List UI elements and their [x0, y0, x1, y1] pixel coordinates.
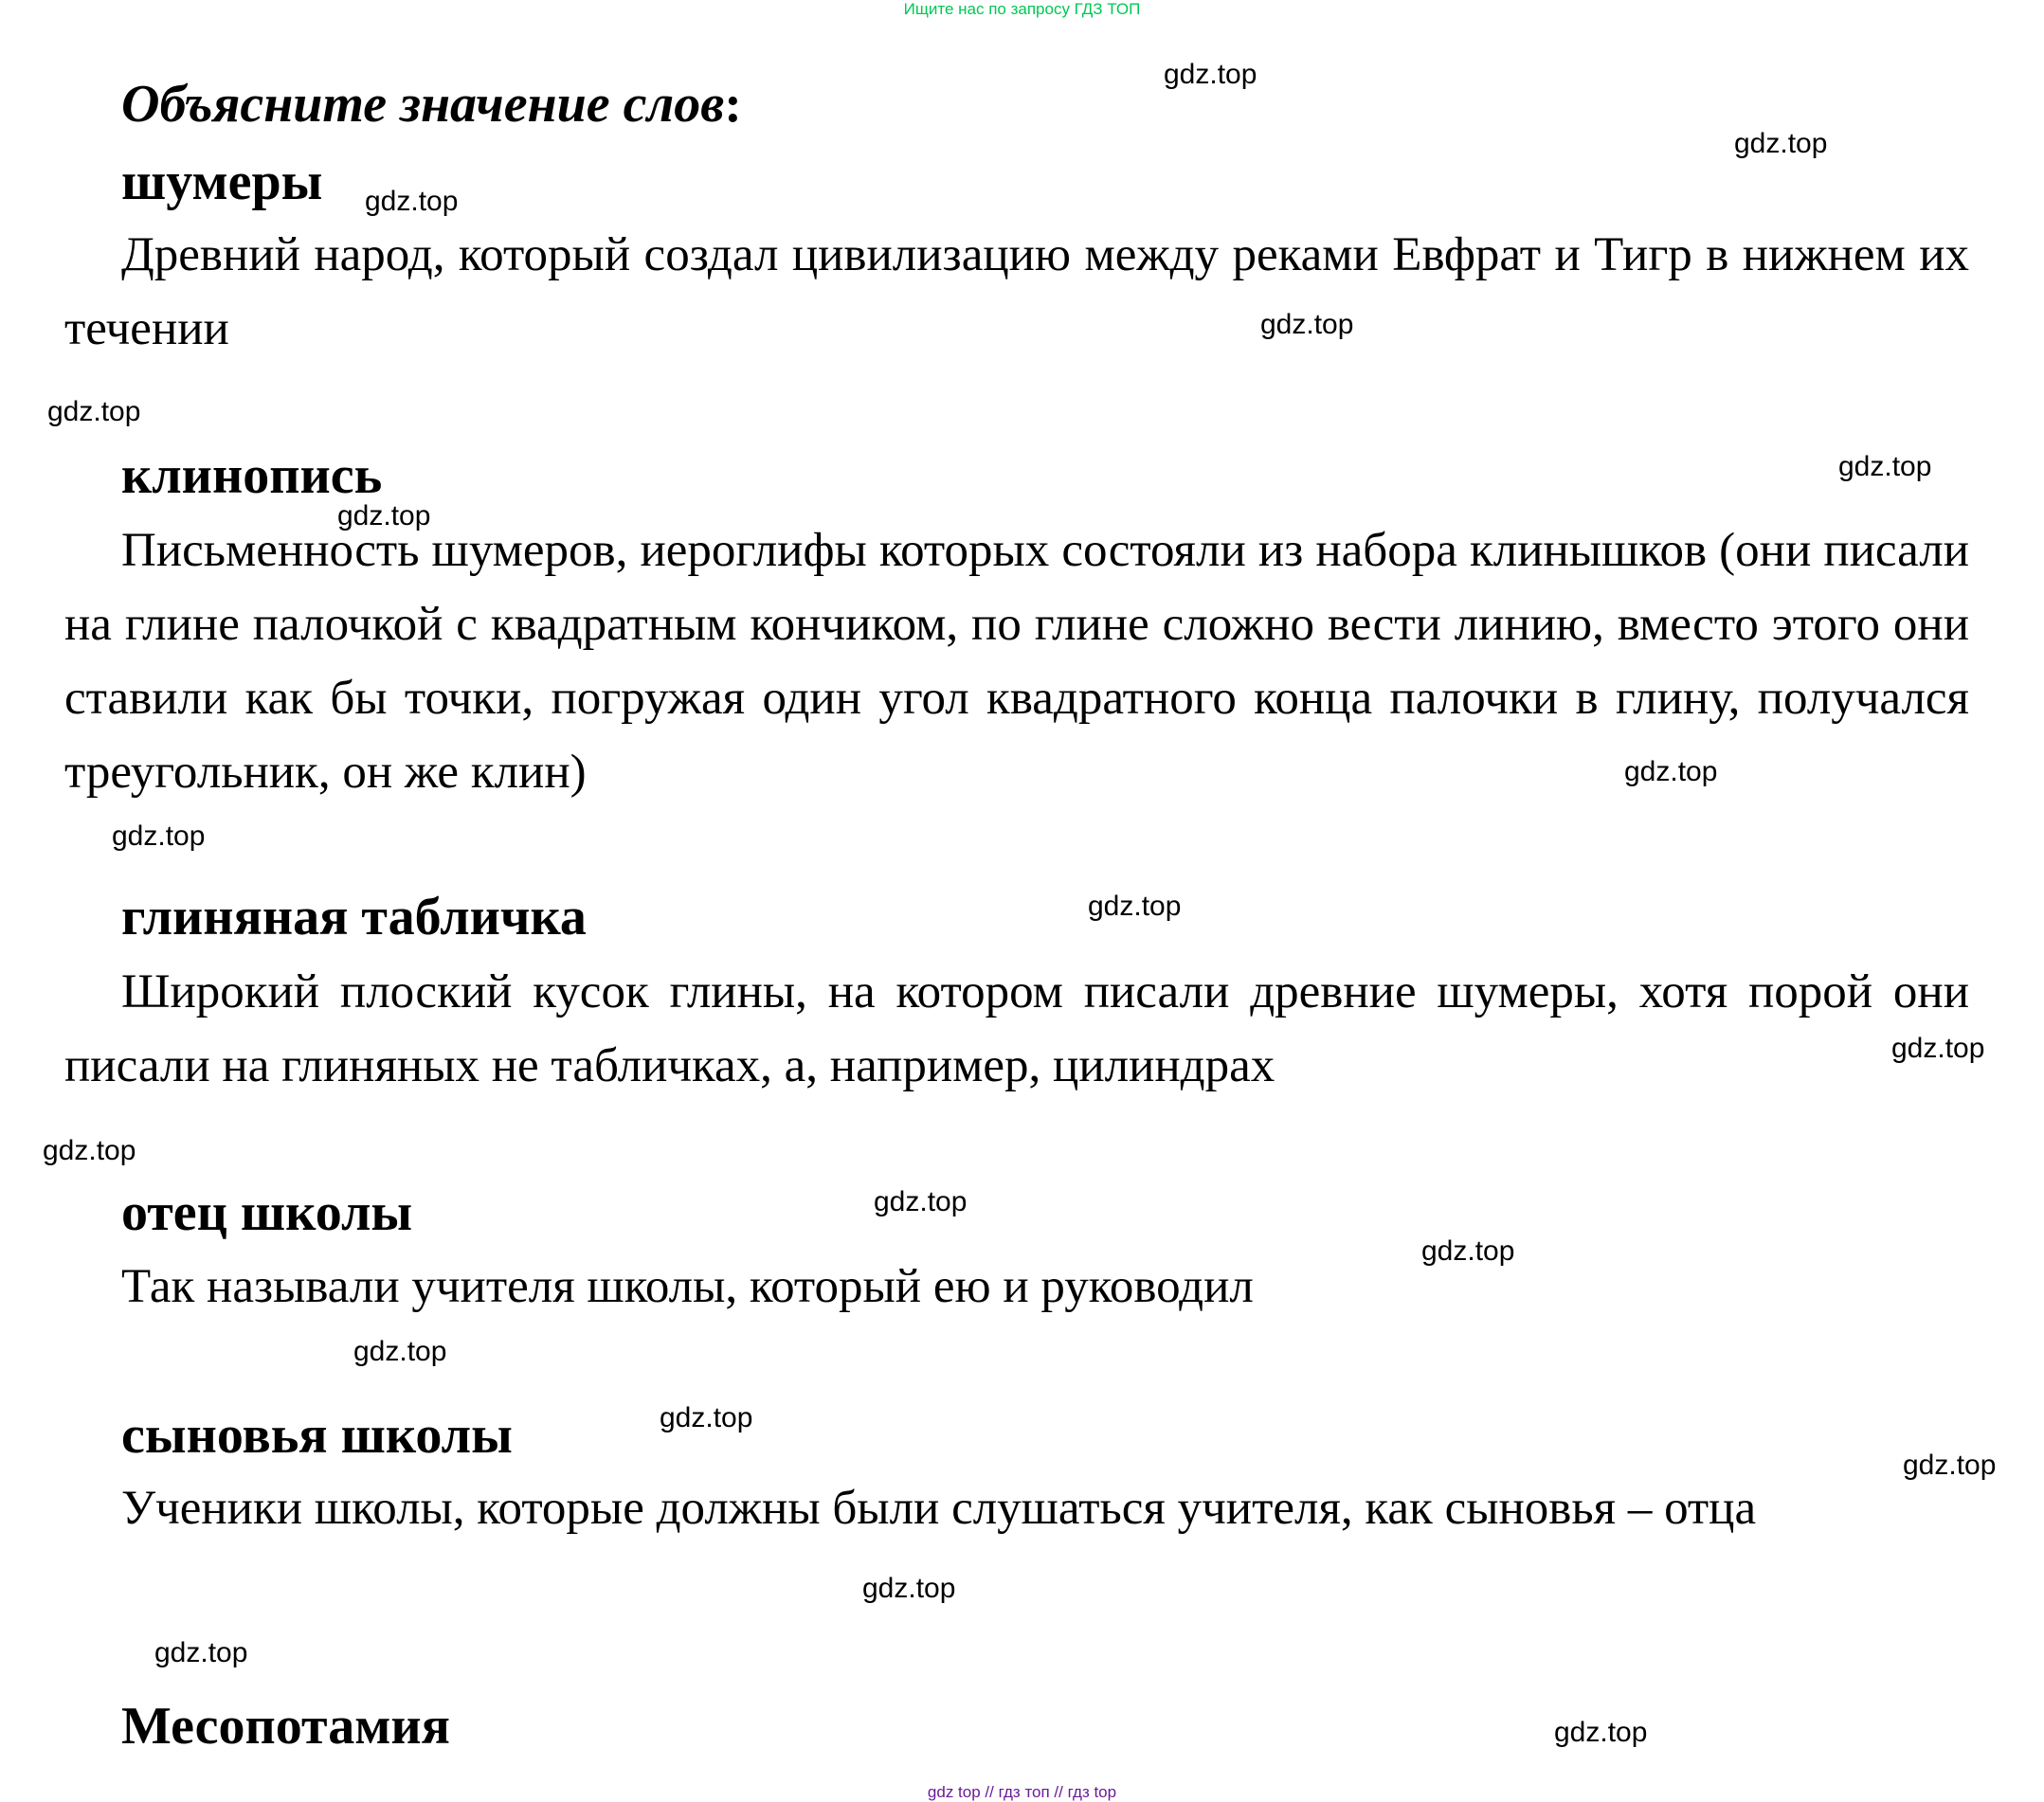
watermark: gdz.top: [154, 1637, 248, 1668]
watermark: gdz.top: [112, 820, 206, 852]
page-title: [121, 74, 742, 135]
watermark: gdz.top: [1164, 59, 1257, 90]
term-heading-mesopotamiya: Месопотамия: [121, 1697, 450, 1756]
watermark: gdz.top: [365, 186, 459, 217]
watermark: gdz.top: [47, 396, 141, 427]
watermark: gdz.top: [1554, 1717, 1648, 1748]
watermark: gdz.top: [1838, 451, 1932, 482]
watermark: gdz.top: [874, 1186, 968, 1217]
watermark: gdz.top: [353, 1336, 447, 1367]
term-definition-synovya-shkoly: Ученики школы, которые должны были слушаться учителя, как сыновья – отца: [121, 1482, 1757, 1535]
watermark: gdz.top: [1088, 891, 1182, 922]
page-title-text: Объясните значение слов: [121, 75, 725, 134]
term-heading-shumery: шумеры: [121, 153, 323, 211]
page-title-colon: :: [724, 75, 742, 134]
watermark: gdz.top: [337, 500, 431, 532]
watermark: gdz.top: [660, 1402, 753, 1433]
term-definition-klinopis: Письменность шумеров, иероглифы которых состояли из набора клинышков (они писали на глине палочкой с квадратным кончиком, по глине сложно вести линию, вместо этого они ставили как бы точки, погружая один угол квадратного конца палочки в глину, получался треугольник, он же клин): [64, 524, 1969, 799]
watermark: gdz.top: [1891, 1033, 1985, 1064]
watermark: gdz.top: [43, 1135, 136, 1166]
term-heading-otets-shkoly: отец школы: [121, 1183, 413, 1242]
footer-links: gdz top // гдз топ // гдз top: [927, 1783, 1117, 1801]
top-banner: Ищите нас по запросу ГДЗ ТОП: [903, 0, 1141, 18]
watermark: gdz.top: [862, 1573, 956, 1604]
term-definition-shumery: Древний народ, который создал цивилизацию между реками Евфрат и Тигр в нижнем их течении: [64, 228, 1969, 355]
term-heading-klinopis: клинопись: [121, 446, 383, 505]
watermark: gdz.top: [1624, 756, 1718, 787]
term-definition-otets-shkoly: Так называли учителя школы, который ею и руководил: [121, 1260, 1254, 1313]
term-heading-glinyanaya-tablichka: глиняная табличка: [121, 888, 587, 946]
term-heading-synovya-shkoly: сыновья школы: [121, 1406, 513, 1465]
term-definition-glinyanaya-tablichka: Широкий плоский кусок глины, на котором писали древние шумеры, хотя порой они писали на глиняных не табличках, а, например, цилиндрах: [64, 965, 1969, 1092]
watermark: gdz.top: [1734, 128, 1828, 159]
watermark: gdz.top: [1421, 1235, 1515, 1267]
watermark: gdz.top: [1903, 1450, 1997, 1481]
watermark: gdz.top: [1260, 309, 1354, 340]
